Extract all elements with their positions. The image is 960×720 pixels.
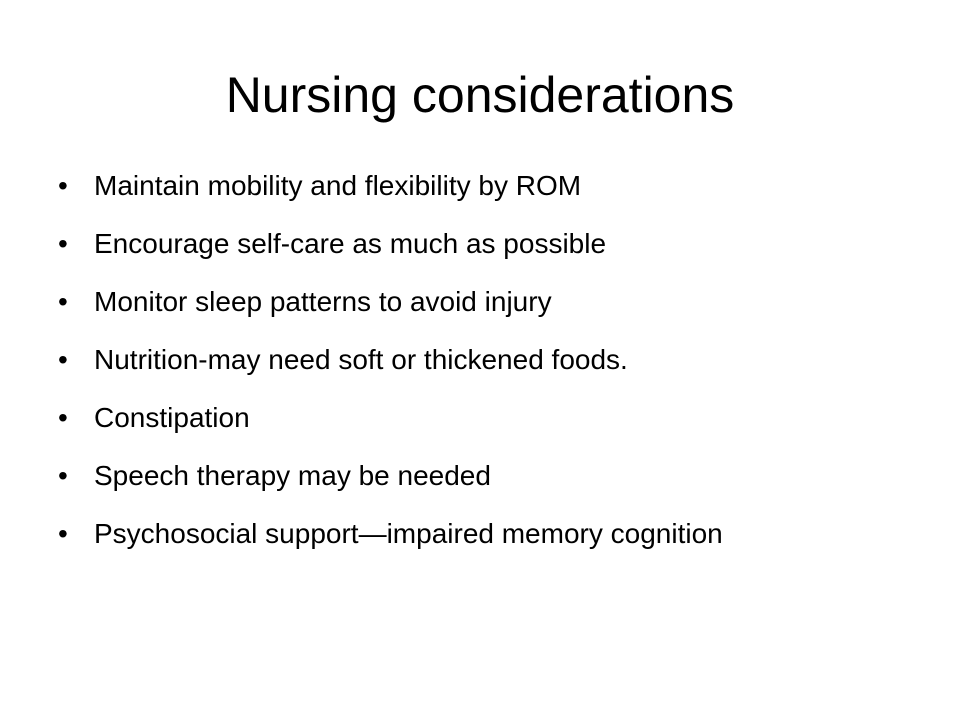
bullet-text: Maintain mobility and flexibility by ROM	[94, 170, 582, 201]
bullet-icon: •	[58, 460, 68, 491]
bullet-text: Psychosocial support—impaired memory cognition	[94, 518, 723, 549]
bullet-item	[58, 170, 918, 202]
bullet-icon: •	[58, 228, 68, 259]
bullet-text: Constipation	[94, 402, 250, 433]
slide-title: Nursing considerations	[225, 67, 735, 123]
bullet-icon: •	[58, 402, 68, 433]
bullet-item	[58, 518, 918, 550]
bullet-icon: •	[58, 344, 68, 375]
bullet-item	[58, 286, 918, 318]
bullet-text: Encourage self-care as much as possible	[94, 228, 607, 259]
bullet-text: Monitor sleep patterns to avoid injury	[94, 286, 552, 317]
bullet-text: Nutrition-may need soft or thickened foods.	[94, 344, 628, 375]
bullet-item	[58, 344, 918, 376]
bullet-icon: •	[58, 518, 68, 549]
bullet-item	[58, 402, 918, 434]
bullet-icon: •	[58, 170, 68, 201]
bullet-list	[58, 170, 918, 576]
bullet-item	[58, 460, 918, 492]
bullet-item	[58, 228, 918, 260]
bullet-text: Speech therapy may be needed	[94, 460, 491, 491]
bullet-icon: •	[58, 286, 68, 317]
